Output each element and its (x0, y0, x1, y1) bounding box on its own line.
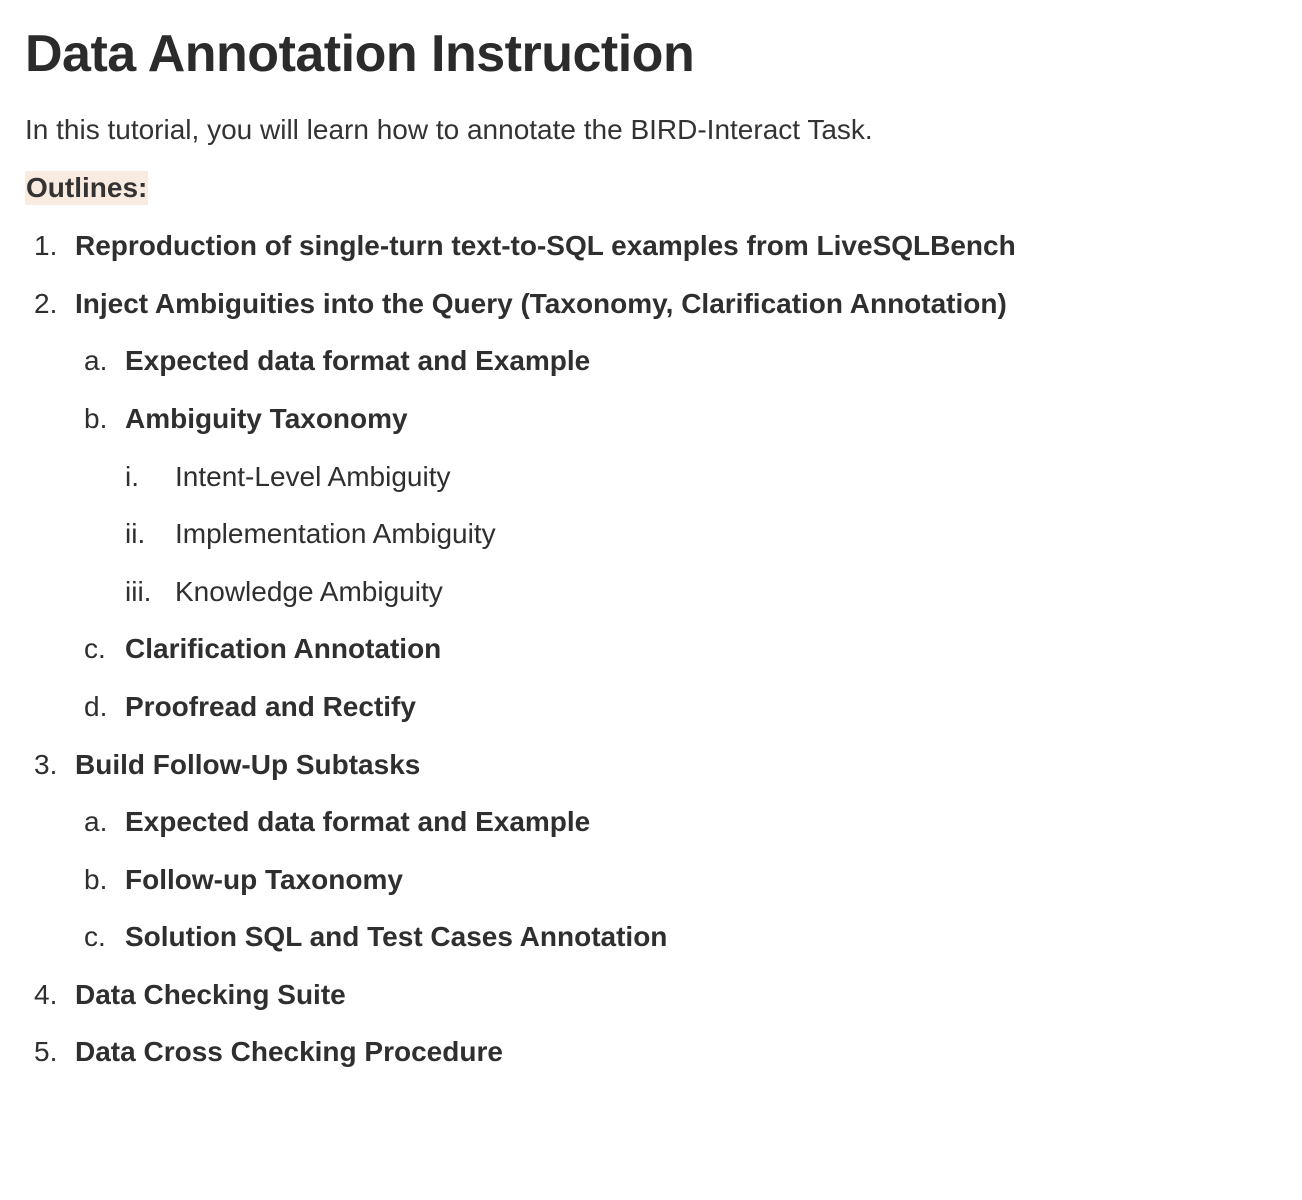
outline-item-text: Knowledge Ambiguity (175, 576, 443, 607)
outline-item-text: Ambiguity Taxonomy (125, 403, 408, 434)
outlines-heading: Outlines: (26, 172, 148, 203)
outline-item-text: Solution SQL and Test Cases Annotation (125, 921, 668, 952)
outline-item-text: Follow-up Taxonomy (125, 864, 403, 895)
outline-item-text: Implementation Ambiguity (175, 518, 496, 549)
outline-marker: 3. (34, 749, 58, 780)
outline-item-text: Reproduction of single-turn text-to-SQL examples from LiveSQLBench (75, 230, 1016, 261)
outline-marker: 4. (34, 979, 58, 1010)
outline-marker: 5. (34, 1036, 58, 1067)
outline-marker: i. (125, 461, 139, 492)
outline-item-text: Data Cross Checking Procedure (75, 1036, 503, 1067)
outline-item-text: Intent-Level Ambiguity (175, 461, 451, 492)
intro-paragraph: In this tutorial, you will learn how to annotate the BIRD-Interact Task. (25, 114, 873, 145)
outline-marker: b. (84, 864, 108, 895)
page-title: Data Annotation Instruction (25, 25, 695, 83)
outline-marker: b. (84, 403, 108, 434)
outline-item-text: Expected data format and Example (125, 345, 591, 376)
outline-marker: a. (84, 345, 108, 376)
outline-marker: a. (84, 806, 108, 837)
outline-marker: ii. (125, 518, 146, 549)
outline-marker: d. (84, 691, 108, 722)
outline-item-text: Expected data format and Example (125, 806, 591, 837)
outline-item-text: Inject Ambiguities into the Query (Taxonomy, Clarification Annotation) (75, 288, 1007, 319)
outline-item-text: Build Follow-Up Subtasks (75, 749, 421, 780)
outline-marker: c. (84, 921, 106, 952)
outline-item-text: Data Checking Suite (75, 979, 346, 1010)
outline-marker: 1. (34, 230, 58, 261)
outline-marker: iii. (125, 576, 152, 607)
outline-marker: 2. (34, 288, 58, 319)
outline-item-text: Proofread and Rectify (125, 691, 416, 722)
outline-marker: c. (84, 633, 106, 664)
outline-item-text: Clarification Annotation (125, 633, 442, 664)
